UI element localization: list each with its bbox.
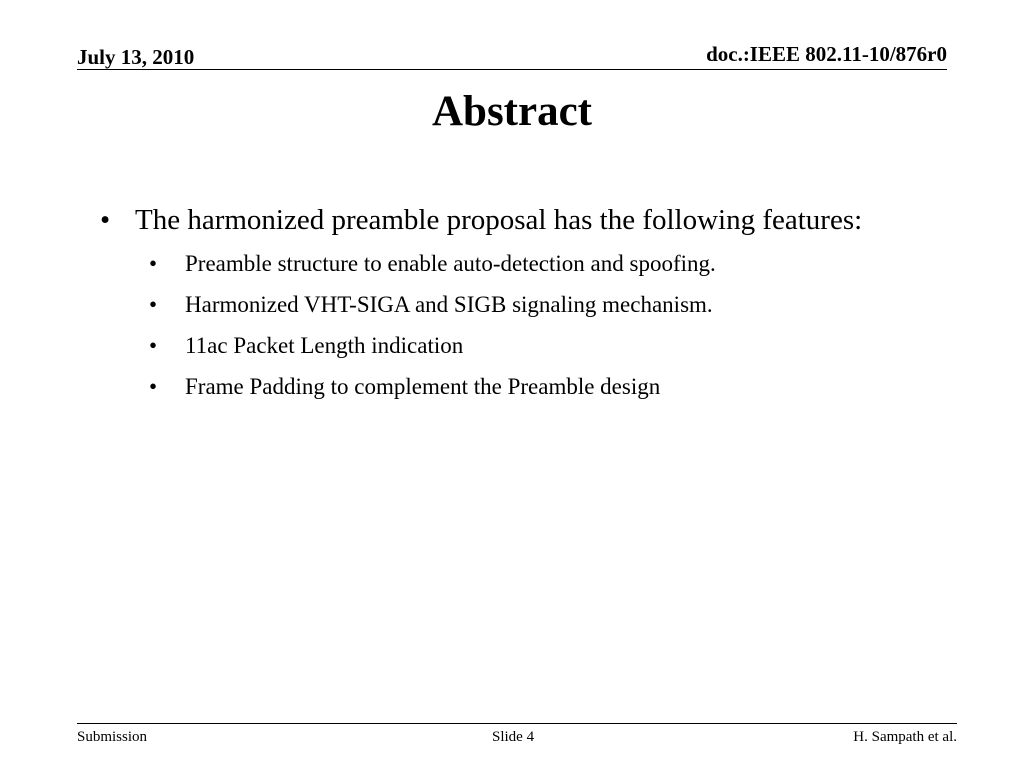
sub-bullet-list xyxy=(96,249,896,402)
bullet-icon: • xyxy=(149,292,158,317)
sub-bullet-text: 11ac Packet Length indication xyxy=(185,333,464,358)
sub-bullet-item xyxy=(96,331,896,361)
sub-bullet-text: Preamble structure to enable auto-detection and spoofing. xyxy=(185,251,716,276)
bullet-icon: • xyxy=(100,204,111,236)
bullet-icon: • xyxy=(149,374,158,399)
header-doc-id: doc.:IEEE 802.11-10/876r0 xyxy=(706,42,947,66)
bullet-icon: • xyxy=(149,333,158,358)
footer-submission: Submission xyxy=(77,729,148,745)
bullet-icon: • xyxy=(149,251,158,276)
sub-bullet-item xyxy=(96,249,896,279)
footer-authors: H. Sampath et al. xyxy=(853,729,957,745)
sub-bullet-text: Frame Padding to complement the Preamble design xyxy=(185,374,661,399)
main-bullet-text: The harmonized preamble proposal has the following features: xyxy=(135,204,863,236)
sub-bullet-item xyxy=(96,372,896,402)
main-bullet xyxy=(96,200,896,241)
sub-bullet-item xyxy=(96,290,896,320)
footer-divider xyxy=(77,723,957,724)
header-divider xyxy=(77,69,947,70)
sub-bullet-text: Harmonized VHT-SIGA and SIGB signaling mechanism. xyxy=(185,292,713,317)
slide-title: Abstract xyxy=(431,88,592,135)
footer-slide-number: Slide 4 xyxy=(492,729,535,745)
slide-body xyxy=(96,200,896,413)
header-date: July 13, 2010 xyxy=(77,45,195,69)
